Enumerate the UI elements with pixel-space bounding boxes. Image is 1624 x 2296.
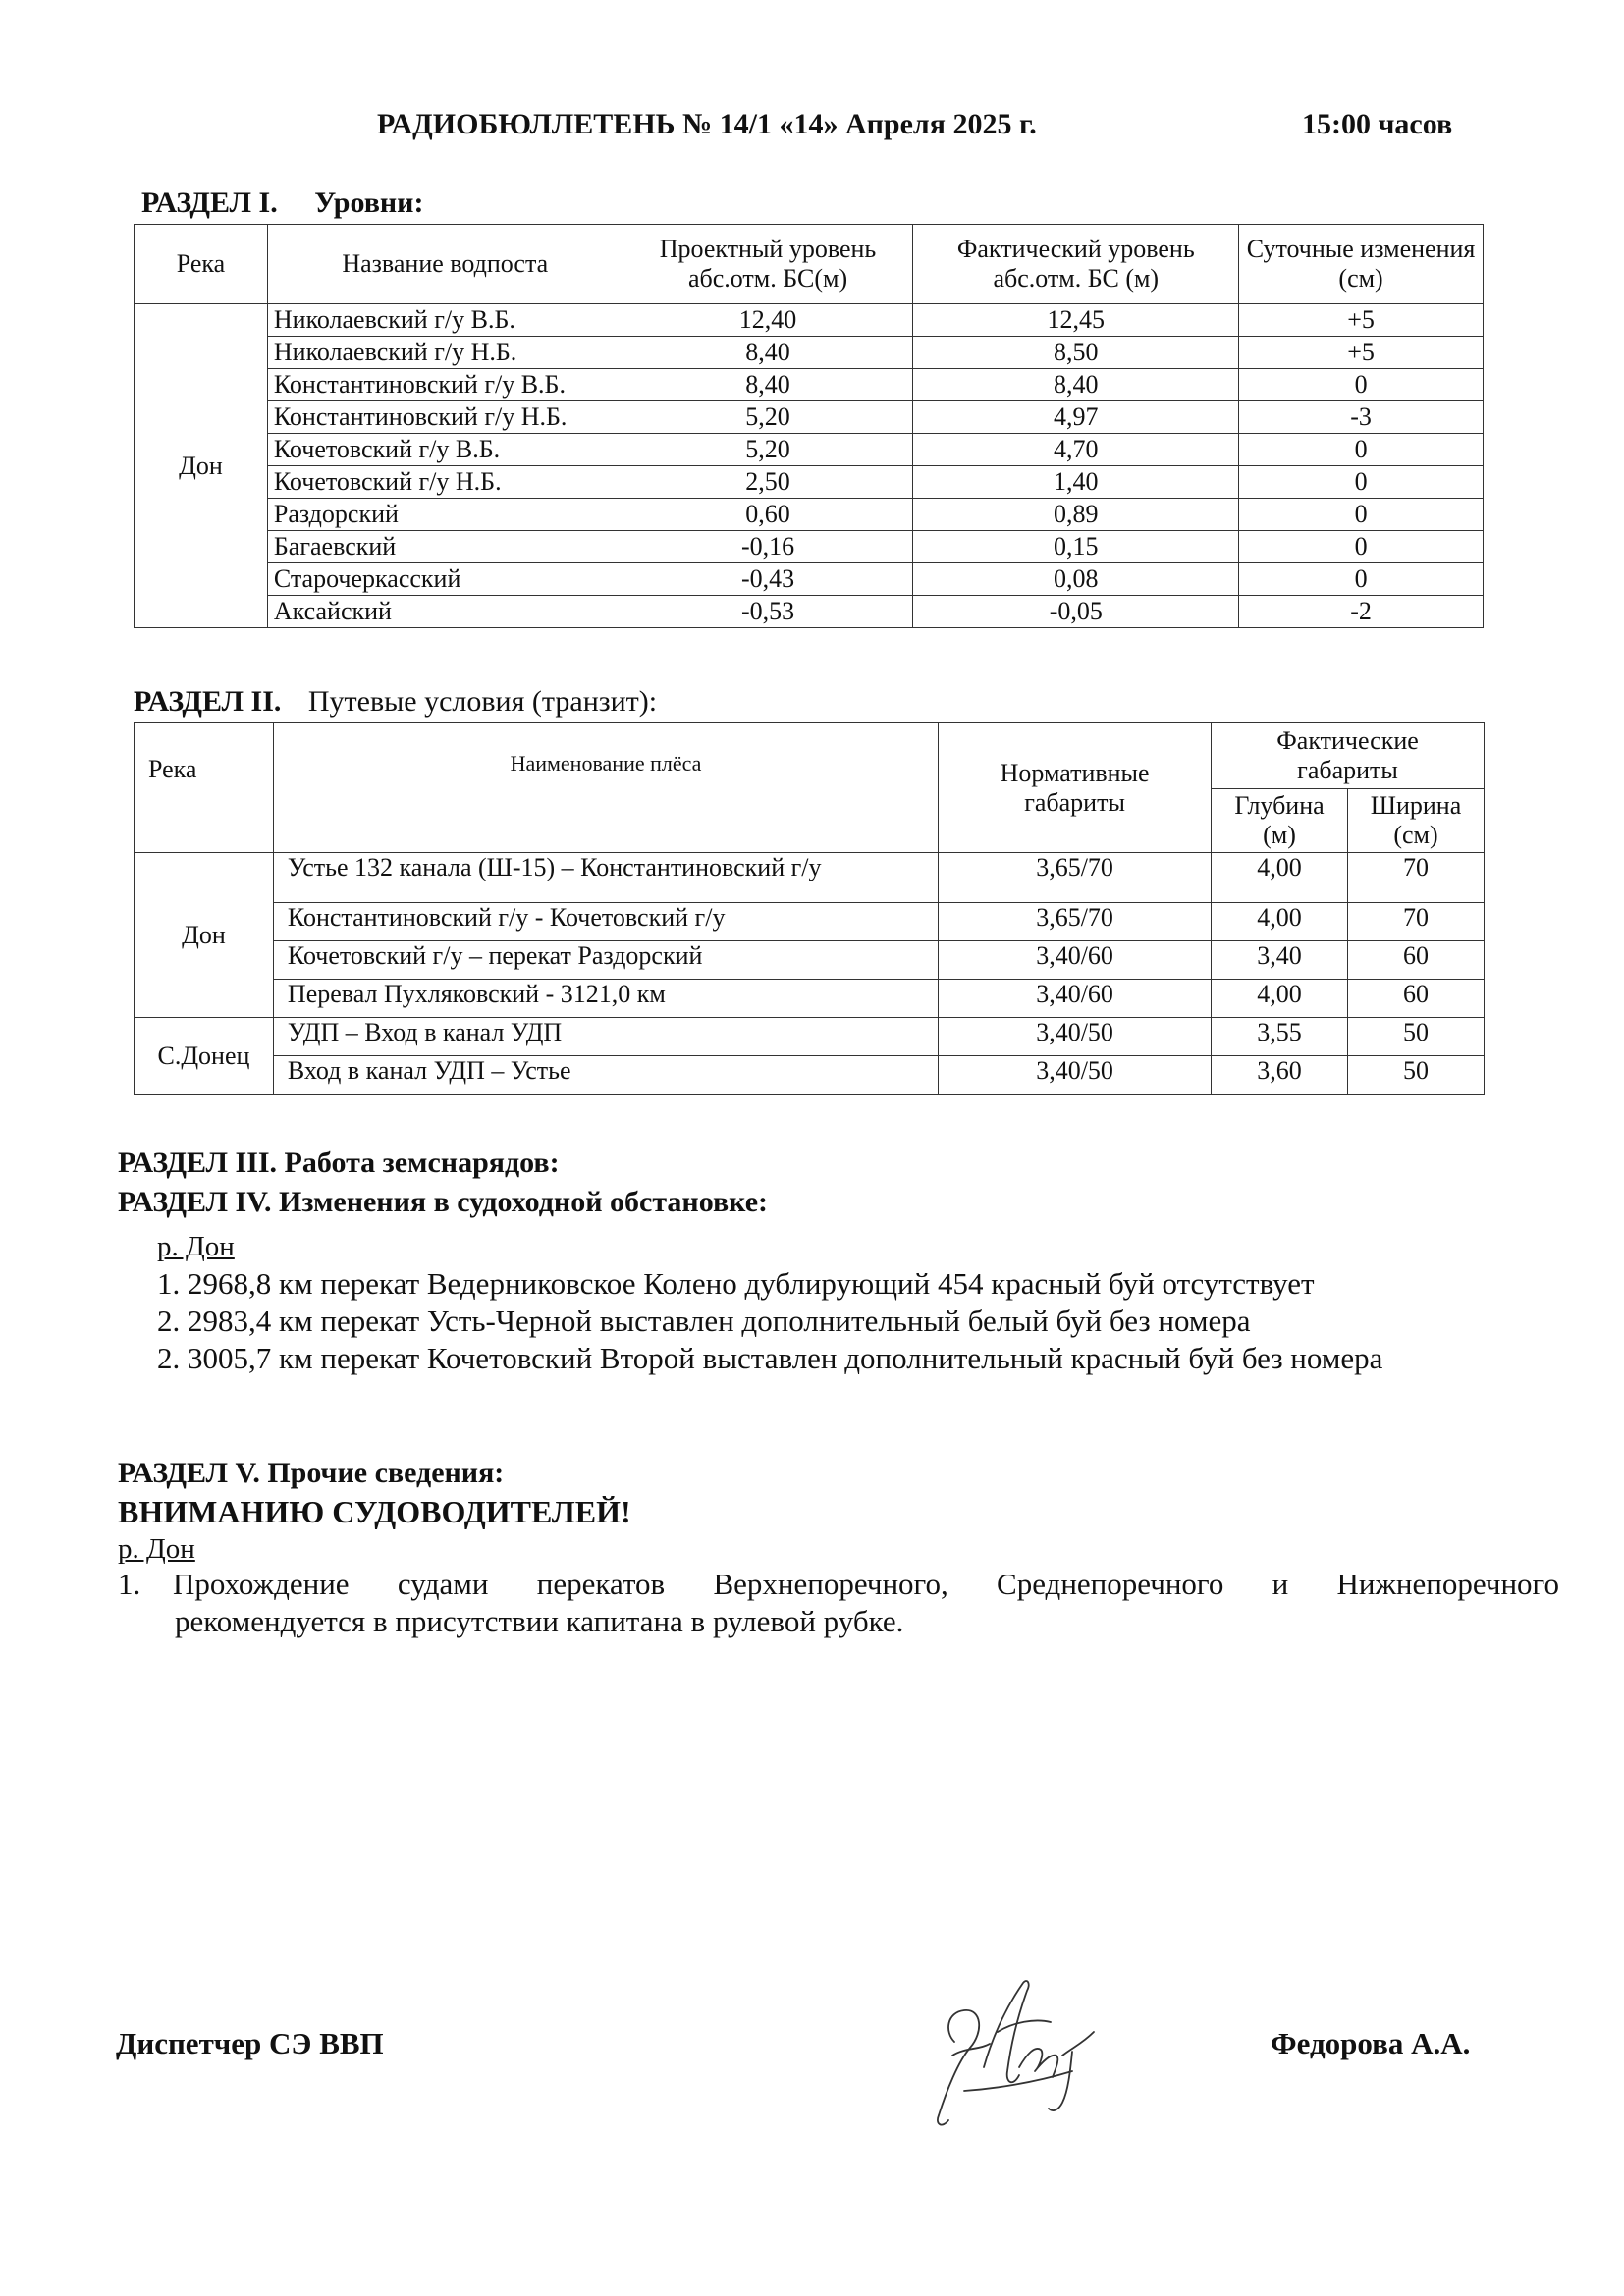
transit-river-cell: С.Донец [135,1018,274,1095]
item-word: Прохождение [173,1567,350,1601]
section5-item-number: 1. [118,1567,141,1601]
actual-width: 60 [1348,941,1485,980]
actual-level: 4,97 [913,401,1239,434]
actual-width: 60 [1348,980,1485,1018]
section4-title: РАЗДЕЛ IV. Изменения в судоходной обстановке: [118,1186,769,1218]
section2-number: РАЗДЕЛ II. [134,685,282,718]
post-name: Константиновский г/у В.Б. [267,369,623,401]
table-row [135,466,1484,499]
post-name: Кочетовский г/у Н.Б. [267,466,623,499]
stretch-name: Перевал Пухляковский - 3121,0 км [273,980,938,1018]
daily-change: 0 [1239,563,1484,596]
daily-change: +5 [1239,304,1484,337]
notice-item: 1. 2968,8 км перекат Ведерниковское Колено дублирующий 454 красный буй отсутствует [157,1266,1315,1301]
daily-change: 0 [1239,466,1484,499]
table-row [135,1056,1485,1095]
daily-change: +5 [1239,337,1484,369]
levels-river-cell: Дон [135,304,268,628]
section4-river: р. Дон [157,1231,235,1262]
actual-level: 1,40 [913,466,1239,499]
section5-item-line2: рекомендуется в присутствии капитана в рулевой рубке. [175,1604,904,1638]
normative-size: 3,40/60 [939,980,1212,1018]
actual-depth: 3,55 [1212,1018,1348,1056]
post-name: Николаевский г/у В.Б. [267,304,623,337]
project-level: 5,20 [623,401,913,434]
section2-heading: Путевые условия (транзит): [307,685,658,718]
signer-role: Диспетчер СЭ ВВП [116,2026,384,2060]
signature-icon [925,1973,1111,2130]
daily-change: 0 [1239,499,1484,531]
actual-depth: 4,00 [1212,903,1348,941]
actual-width: 50 [1348,1056,1485,1095]
actual-width: 70 [1348,853,1485,903]
normative-size: 3,40/60 [939,941,1212,980]
actual-depth: 3,60 [1212,1056,1348,1095]
table-row [135,1018,1485,1056]
post-name: Аксайский [267,596,623,628]
item-word: и [1272,1567,1289,1601]
transit-col-depth: Глубина (м) [1212,789,1348,853]
transit-col-stretch: Наименование плёса [273,723,938,853]
levels-table [134,224,1484,628]
section1-number: РАЗДЕЛ I. [141,187,278,219]
levels-col-change: Суточные изменения (см) [1239,225,1484,304]
transit-col-normative: Нормативные габариты [939,723,1212,853]
section5-title: РАЗДЕЛ V. Прочие сведения: [118,1457,505,1489]
item-word: Верхнепоречного, [713,1567,948,1601]
table-row [135,903,1485,941]
daily-change: -3 [1239,401,1484,434]
project-level: 0,60 [623,499,913,531]
table-row [135,401,1484,434]
table-row [135,531,1484,563]
project-level: 8,40 [623,337,913,369]
table-row [135,596,1484,628]
stretch-name: УДП – Вход в канал УДП [273,1018,938,1056]
project-level: -0,16 [623,531,913,563]
actual-depth: 3,40 [1212,941,1348,980]
project-level: 8,40 [623,369,913,401]
normative-size: 3,40/50 [939,1018,1212,1056]
transit-river-cell: Дон [135,853,274,1018]
table-row [135,563,1484,596]
actual-level: 12,45 [913,304,1239,337]
project-level: 2,50 [623,466,913,499]
daily-change: 0 [1239,531,1484,563]
table-row [135,941,1485,980]
daily-change: 0 [1239,434,1484,466]
table-row [135,434,1484,466]
project-level: -0,43 [623,563,913,596]
transit-table [134,722,1485,1095]
levels-col-post: Название водпоста [267,225,623,304]
actual-level: 8,40 [913,369,1239,401]
section5-river: р. Дон [118,1533,195,1565]
actual-level: -0,05 [913,596,1239,628]
stretch-name: Устье 132 канала (Ш-15) – Константиновский г/у [273,853,938,903]
post-name: Николаевский г/у Н.Б. [267,337,623,369]
actual-level: 4,70 [913,434,1239,466]
item-word: перекатов [536,1567,666,1601]
section2-title [134,685,657,719]
normative-size: 3,65/70 [939,853,1212,903]
transit-col-actual: Фактические габариты [1212,723,1485,789]
post-name: Багаевский [267,531,623,563]
actual-level: 0,08 [913,563,1239,596]
signer-name: Федорова А.А. [1271,2026,1471,2060]
project-level: 5,20 [623,434,913,466]
levels-col-river: Река [135,225,268,304]
transit-col-width: Ширина (см) [1348,789,1485,853]
attention-heading: ВНИМАНИЮ СУДОВОДИТЕЛЕЙ! [118,1494,631,1529]
table-row [135,337,1484,369]
stretch-name: Константиновский г/у - Кочетовский г/у [273,903,938,941]
actual-width: 50 [1348,1018,1485,1056]
actual-level: 0,15 [913,531,1239,563]
section3-title: РАЗДЕЛ III. Работа земснарядов: [118,1147,560,1179]
post-name: Старочеркасский [267,563,623,596]
bulletin-time: 15:00 часов [1302,108,1453,140]
section1-title [141,187,423,220]
table-row [135,980,1485,1018]
table-row [135,369,1484,401]
table-row [135,499,1484,531]
normative-size: 3,65/70 [939,903,1212,941]
item-word: Нижнепоречного [1336,1567,1559,1601]
stretch-name: Вход в канал УДП – Устье [273,1056,938,1095]
project-level: -0,53 [623,596,913,628]
bulletin-title: РАДИОБЮЛЛЕТЕНЬ № 14/1 «14» Апреля 2025 г. [377,108,1037,140]
actual-level: 8,50 [913,337,1239,369]
post-name: Раздорский [267,499,623,531]
normative-size: 3,40/50 [939,1056,1212,1095]
item-word: Среднепоречного [997,1567,1224,1601]
table-row [135,304,1484,337]
levels-col-project: Проектный уровень абс.отм. БС(м) [623,225,913,304]
section1-heading: Уровни: [314,187,424,219]
daily-change: 0 [1239,369,1484,401]
actual-level: 0,89 [913,499,1239,531]
daily-change: -2 [1239,596,1484,628]
notice-item: 2. 2983,4 км перекат Усть-Черной выставлен дополнительный белый буй без номера [157,1304,1251,1338]
project-level: 12,40 [623,304,913,337]
post-name: Константиновский г/у Н.Б. [267,401,623,434]
actual-depth: 4,00 [1212,853,1348,903]
stretch-name: Кочетовский г/у – перекат Раздорский [273,941,938,980]
actual-depth: 4,00 [1212,980,1348,1018]
actual-width: 70 [1348,903,1485,941]
item-word: судами [397,1567,489,1601]
levels-col-actual: Фактический уровень абс.отм. БС (м) [913,225,1239,304]
post-name: Кочетовский г/у В.Б. [267,434,623,466]
table-row [135,853,1485,903]
transit-col-river: Река [135,723,274,853]
section5-item-line1 [173,1567,1559,1602]
notice-item: 2. 3005,7 км перекат Кочетовский Второй выставлен дополнительный красный буй без номера [157,1341,1383,1375]
